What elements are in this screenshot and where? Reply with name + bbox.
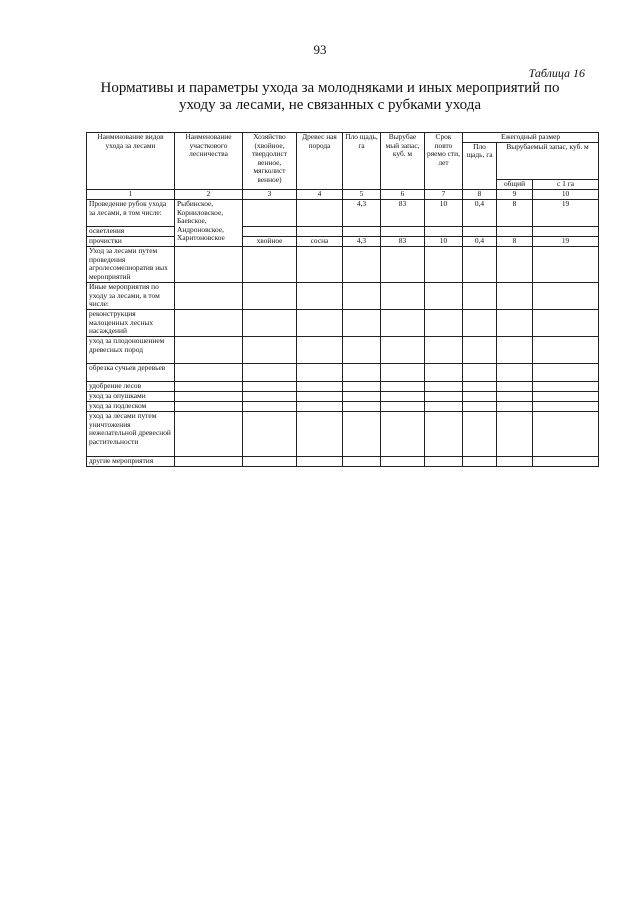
column-number: 5 bbox=[343, 190, 381, 200]
document-title bbox=[80, 80, 580, 114]
row-annual-area bbox=[463, 457, 497, 467]
header-row-1 bbox=[87, 133, 599, 143]
header-area: Пло щадь, га bbox=[343, 133, 381, 190]
row-kind: удобрение лесов bbox=[87, 382, 175, 392]
row-area bbox=[343, 310, 381, 337]
row-period bbox=[425, 412, 463, 457]
row-farm bbox=[243, 402, 297, 412]
row-kind: Уход за лесами путем проведения агролесомелиоратив ных мероприятий bbox=[87, 247, 175, 283]
header-species: Древес ная порода bbox=[297, 133, 343, 190]
row-forestry bbox=[175, 247, 243, 283]
row-forestry bbox=[175, 382, 243, 392]
table-row bbox=[87, 283, 599, 310]
data-table bbox=[86, 132, 599, 467]
row-forestry bbox=[175, 402, 243, 412]
row-per-ha bbox=[533, 412, 599, 457]
row-farm bbox=[243, 310, 297, 337]
page-number: 93 bbox=[313, 42, 327, 57]
table-row bbox=[87, 247, 599, 283]
row-period bbox=[425, 310, 463, 337]
row-annual-area bbox=[463, 227, 497, 237]
row-species bbox=[297, 200, 343, 227]
table-row bbox=[87, 457, 599, 467]
row-period bbox=[425, 382, 463, 392]
column-number: 2 bbox=[175, 190, 243, 200]
row-annual-area bbox=[463, 337, 497, 364]
row-per-ha bbox=[533, 402, 599, 412]
row-annual-area bbox=[463, 382, 497, 392]
row-farm bbox=[243, 382, 297, 392]
row-species bbox=[297, 310, 343, 337]
row-farm bbox=[243, 247, 297, 283]
row-area bbox=[343, 457, 381, 467]
row-per-ha: 19 bbox=[533, 237, 599, 247]
row-forestry bbox=[175, 337, 243, 364]
row-total bbox=[497, 457, 533, 467]
row-species: сосна bbox=[297, 237, 343, 247]
row-volume bbox=[381, 392, 425, 402]
header-total: общий bbox=[497, 180, 533, 190]
row-kind: уход за плодоношением древесных пород bbox=[87, 337, 175, 364]
column-number: 3 bbox=[243, 190, 297, 200]
row-area bbox=[343, 364, 381, 382]
column-number-row bbox=[87, 190, 599, 200]
row-annual-area bbox=[463, 247, 497, 283]
title-line-2: уходу за лесами, не связанных с рубками ухода bbox=[178, 97, 481, 113]
row-area bbox=[343, 337, 381, 364]
row-period bbox=[425, 457, 463, 467]
row-volume bbox=[381, 412, 425, 457]
row-species bbox=[297, 364, 343, 382]
row-per-ha bbox=[533, 364, 599, 382]
row-species bbox=[297, 412, 343, 457]
row-total bbox=[497, 402, 533, 412]
row-species bbox=[297, 382, 343, 392]
row-volume bbox=[381, 382, 425, 392]
row-farm bbox=[243, 457, 297, 467]
row-volume: 83 bbox=[381, 237, 425, 247]
row-farm bbox=[243, 337, 297, 364]
row-kind: уход за опушками bbox=[87, 392, 175, 402]
row-per-ha bbox=[533, 392, 599, 402]
row-area: 4,3 bbox=[343, 237, 381, 247]
row-total bbox=[497, 310, 533, 337]
row-period bbox=[425, 247, 463, 283]
row-farm bbox=[243, 364, 297, 382]
row-farm bbox=[243, 227, 297, 237]
row-kind: уход за лесами путем уничтожения нежелательной древесной растительности bbox=[87, 412, 175, 457]
row-volume bbox=[381, 364, 425, 382]
row-area bbox=[343, 283, 381, 310]
table-row bbox=[87, 337, 599, 364]
row-volume bbox=[381, 457, 425, 467]
table-row bbox=[87, 412, 599, 457]
header-volume: Вырубае мый запас, куб. м bbox=[381, 133, 425, 190]
row-farm: хвойное bbox=[243, 237, 297, 247]
row-period: 10 bbox=[425, 200, 463, 227]
row-annual-area: 0,4 bbox=[463, 237, 497, 247]
header-annual-area: Пло щадь, га bbox=[463, 142, 497, 189]
row-forestry bbox=[175, 392, 243, 402]
row-total bbox=[497, 247, 533, 283]
row-kind: Проведение рубок ухода за лесами, в том числе: bbox=[87, 200, 175, 227]
row-farm bbox=[243, 200, 297, 227]
row-kind: уход за подлеском bbox=[87, 402, 175, 412]
column-number: 6 bbox=[381, 190, 425, 200]
row-forestry bbox=[175, 364, 243, 382]
row-total bbox=[497, 412, 533, 457]
row-per-ha bbox=[533, 227, 599, 237]
row-kind: Иные мероприятия по уходу за лесами, в том числе: bbox=[87, 283, 175, 310]
row-annual-area bbox=[463, 364, 497, 382]
row-total bbox=[497, 283, 533, 310]
table-row bbox=[87, 227, 599, 237]
table-row bbox=[87, 364, 599, 382]
row-per-ha bbox=[533, 283, 599, 310]
row-annual-area bbox=[463, 283, 497, 310]
row-kind: обрезка сучьев деревьев bbox=[87, 364, 175, 382]
row-annual-area bbox=[463, 392, 497, 402]
row-area bbox=[343, 402, 381, 412]
row-kind: прочистки bbox=[87, 237, 175, 247]
row-kind: реконструкция малоценных лесных насаждений bbox=[87, 310, 175, 337]
header-period: Срок повто ряемо сти, лет bbox=[425, 133, 463, 190]
row-species bbox=[297, 247, 343, 283]
row-total bbox=[497, 392, 533, 402]
row-species bbox=[297, 283, 343, 310]
row-period bbox=[425, 337, 463, 364]
row-total bbox=[497, 227, 533, 237]
row-annual-area bbox=[463, 310, 497, 337]
table-caption: Таблица 16 bbox=[528, 66, 585, 80]
title-line-1: Нормативы и параметры ухода за молодняками и иных мероприятий по bbox=[100, 80, 560, 96]
row-period bbox=[425, 227, 463, 237]
row-forestry bbox=[175, 457, 243, 467]
row-total: 8 bbox=[497, 200, 533, 227]
column-number: 7 bbox=[425, 190, 463, 200]
row-per-ha bbox=[533, 247, 599, 283]
row-area bbox=[343, 227, 381, 237]
table-row bbox=[87, 382, 599, 392]
row-total bbox=[497, 364, 533, 382]
header-per-ha: с 1 га bbox=[533, 180, 599, 190]
row-kind: осветления bbox=[87, 227, 175, 237]
row-annual-area bbox=[463, 402, 497, 412]
row-per-ha bbox=[533, 337, 599, 364]
row-period bbox=[425, 283, 463, 310]
row-volume bbox=[381, 402, 425, 412]
row-species bbox=[297, 402, 343, 412]
table-row bbox=[87, 402, 599, 412]
table-row bbox=[87, 310, 599, 337]
row-area bbox=[343, 392, 381, 402]
row-per-ha bbox=[533, 382, 599, 392]
row-species bbox=[297, 457, 343, 467]
header-farm: Хозяйство (хвойное, твердолист венное, мягколист венное) bbox=[243, 133, 297, 190]
row-per-ha bbox=[533, 310, 599, 337]
column-number: 4 bbox=[297, 190, 343, 200]
row-period bbox=[425, 392, 463, 402]
row-volume bbox=[381, 247, 425, 283]
header-forestry: Наименование участкового лесничества bbox=[175, 133, 243, 190]
header-annual: Ежегодный размер bbox=[463, 133, 599, 143]
row-farm bbox=[243, 412, 297, 457]
column-number: 8 bbox=[463, 190, 497, 200]
row-species bbox=[297, 392, 343, 402]
row-annual-area bbox=[463, 412, 497, 457]
row-area bbox=[343, 247, 381, 283]
row-period: 10 bbox=[425, 237, 463, 247]
row-area: 4,3 bbox=[343, 200, 381, 227]
header-annual-volume: Вырубаемый запас, куб. м bbox=[497, 142, 599, 180]
header-kind: Наименование видов ухода за лесами bbox=[87, 133, 175, 190]
row-volume bbox=[381, 283, 425, 310]
row-area bbox=[343, 382, 381, 392]
row-period bbox=[425, 402, 463, 412]
row-area bbox=[343, 412, 381, 457]
table-row bbox=[87, 237, 599, 247]
row-volume bbox=[381, 310, 425, 337]
row-per-ha: 19 bbox=[533, 200, 599, 227]
table-row bbox=[87, 200, 599, 227]
column-number: 1 bbox=[87, 190, 175, 200]
row-volume bbox=[381, 227, 425, 237]
row-forestry bbox=[175, 283, 243, 310]
column-number: 10 bbox=[533, 190, 599, 200]
row-total: 8 bbox=[497, 237, 533, 247]
row-forestry bbox=[175, 310, 243, 337]
row-forestry: Рыбинское, Корниловское, Баевское, Андроновское, Харитоновское bbox=[175, 200, 243, 247]
row-period bbox=[425, 364, 463, 382]
row-farm bbox=[243, 283, 297, 310]
column-number: 9 bbox=[497, 190, 533, 200]
row-volume: 83 bbox=[381, 200, 425, 227]
row-species bbox=[297, 227, 343, 237]
row-volume bbox=[381, 337, 425, 364]
row-per-ha bbox=[533, 457, 599, 467]
table-row bbox=[87, 392, 599, 402]
row-annual-area: 0,4 bbox=[463, 200, 497, 227]
row-farm bbox=[243, 392, 297, 402]
row-total bbox=[497, 382, 533, 392]
row-total bbox=[497, 337, 533, 364]
row-kind: другие мероприятия bbox=[87, 457, 175, 467]
row-species bbox=[297, 337, 343, 364]
row-forestry bbox=[175, 412, 243, 457]
